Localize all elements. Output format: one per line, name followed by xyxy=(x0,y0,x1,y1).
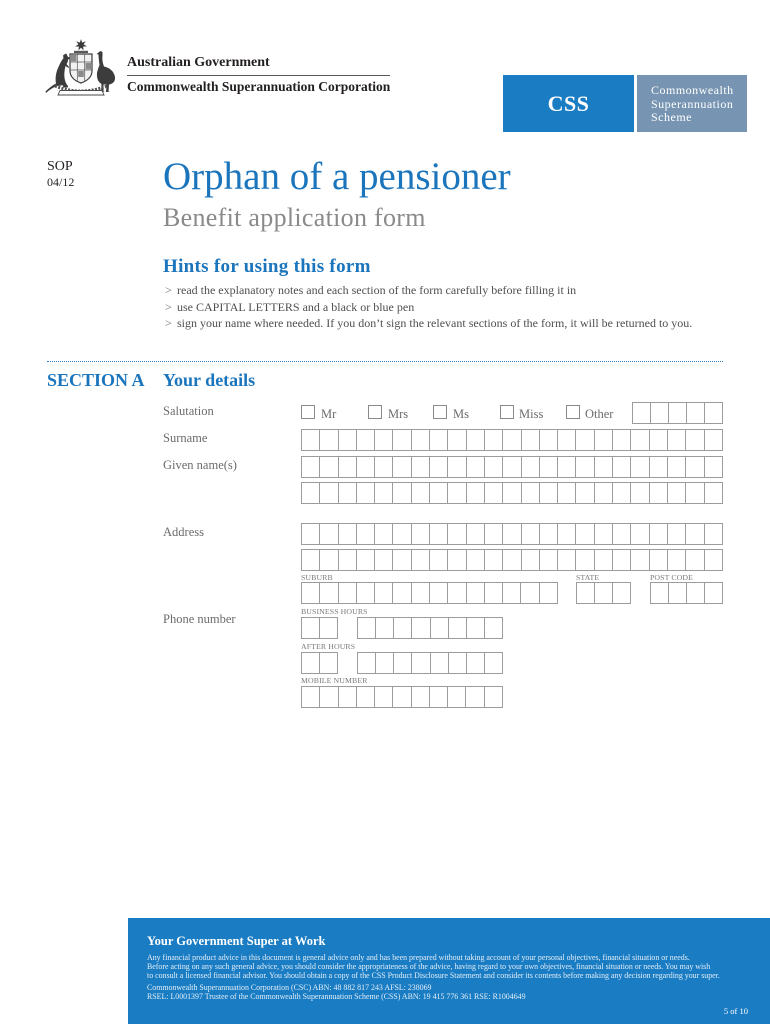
char-box[interactable] xyxy=(448,429,466,451)
char-box[interactable] xyxy=(631,456,649,478)
page-number: 5 of 10 xyxy=(723,1005,748,1016)
footer-disclaimer xyxy=(147,953,720,980)
char-box[interactable] xyxy=(448,482,466,504)
char-box[interactable] xyxy=(320,549,338,571)
char-box[interactable] xyxy=(668,523,686,545)
salutation-checkbox[interactable] xyxy=(301,405,315,419)
char-box[interactable] xyxy=(540,456,558,478)
char-box[interactable] xyxy=(705,456,723,478)
char-box[interactable] xyxy=(613,523,631,545)
char-box[interactable] xyxy=(522,523,540,545)
char-box[interactable] xyxy=(357,549,375,571)
char-box[interactable] xyxy=(449,652,467,674)
char-box[interactable] xyxy=(631,482,649,504)
char-box[interactable] xyxy=(320,523,338,545)
char-box[interactable] xyxy=(576,482,594,504)
char-box[interactable] xyxy=(576,523,594,545)
salutation-checkbox[interactable] xyxy=(433,405,447,419)
char-box[interactable] xyxy=(320,652,338,674)
char-box[interactable] xyxy=(466,686,484,708)
hint-item xyxy=(163,283,723,297)
hint-text: sign your name where needed. If you don’t sign the relevant sections of the form, it will be returned to you. xyxy=(177,316,693,330)
char-box[interactable] xyxy=(467,523,485,545)
char-box[interactable] xyxy=(430,686,448,708)
char-box[interactable] xyxy=(651,582,669,604)
char-box[interactable] xyxy=(595,482,613,504)
char-box[interactable] xyxy=(485,523,503,545)
char-box[interactable] xyxy=(431,617,449,639)
char-box[interactable] xyxy=(412,482,430,504)
char-box[interactable] xyxy=(358,617,376,639)
char-box[interactable] xyxy=(302,617,320,639)
char-box[interactable] xyxy=(522,456,540,478)
char-box[interactable] xyxy=(540,582,558,604)
state-label: STATE xyxy=(576,573,600,582)
char-box[interactable] xyxy=(650,523,668,545)
char-box[interactable] xyxy=(339,582,357,604)
salutation-checkbox[interactable] xyxy=(566,405,580,419)
char-box[interactable] xyxy=(613,456,631,478)
char-box[interactable] xyxy=(376,617,394,639)
char-box[interactable] xyxy=(412,617,430,639)
char-box[interactable] xyxy=(448,523,466,545)
salutation-label: Salutation xyxy=(163,403,214,418)
suburb-field[interactable] xyxy=(301,582,558,604)
salutation-option-label: Ms xyxy=(453,406,469,421)
scheme-name-line: Scheme xyxy=(651,110,692,125)
hint-bullet: > xyxy=(165,316,172,330)
disclaimer-line: Any financial product advice in this document is general advice only and has been prepared without taking account of your personal objectives, financial situation or needs. xyxy=(147,952,690,962)
char-box[interactable] xyxy=(393,582,411,604)
char-box[interactable] xyxy=(650,429,668,451)
char-box[interactable] xyxy=(412,652,430,674)
char-box[interactable] xyxy=(503,523,521,545)
scheme-name-line: Superannuation xyxy=(651,96,734,111)
char-box[interactable] xyxy=(613,549,631,571)
char-box[interactable] xyxy=(705,549,723,571)
char-box[interactable] xyxy=(540,429,558,451)
suburb-label: SUBURB xyxy=(301,573,333,582)
salutation-option-ms[interactable] xyxy=(433,405,493,419)
given-names-field-line-1[interactable] xyxy=(301,456,723,478)
char-box[interactable] xyxy=(412,456,430,478)
char-box[interactable] xyxy=(613,482,631,504)
char-box[interactable] xyxy=(668,429,686,451)
char-box[interactable] xyxy=(669,402,687,424)
given-names-field-line-2[interactable] xyxy=(301,482,723,504)
char-box[interactable] xyxy=(375,582,393,604)
char-box[interactable] xyxy=(430,456,448,478)
business-hours-area-code-field[interactable] xyxy=(301,617,338,639)
address-field-line-1[interactable] xyxy=(301,523,723,545)
char-box[interactable] xyxy=(358,652,376,674)
char-box[interactable] xyxy=(668,549,686,571)
char-box[interactable] xyxy=(633,402,651,424)
char-box[interactable] xyxy=(540,523,558,545)
hint-bullet: > xyxy=(165,299,172,314)
char-box[interactable] xyxy=(302,582,320,604)
char-box[interactable] xyxy=(302,549,320,571)
char-box[interactable] xyxy=(302,686,320,708)
char-box[interactable] xyxy=(467,652,485,674)
char-box[interactable] xyxy=(320,429,338,451)
given-names-label: Given name(s) xyxy=(163,457,237,472)
char-box[interactable] xyxy=(393,456,411,478)
char-box[interactable] xyxy=(686,523,704,545)
char-box[interactable] xyxy=(558,429,576,451)
char-box[interactable] xyxy=(577,582,595,604)
salutation-option-mr[interactable] xyxy=(301,405,361,419)
hints-heading: Hints for using this form xyxy=(163,256,371,278)
char-box[interactable] xyxy=(595,429,613,451)
header-divider xyxy=(127,75,390,76)
surname-field[interactable] xyxy=(301,429,723,451)
char-box[interactable] xyxy=(339,686,357,708)
char-box[interactable] xyxy=(302,652,320,674)
char-box[interactable] xyxy=(430,523,448,545)
form-date: 04/12 xyxy=(47,175,75,189)
char-box[interactable] xyxy=(687,582,705,604)
char-box[interactable] xyxy=(430,482,448,504)
char-box[interactable] xyxy=(431,652,449,674)
corporation-name: Commonwealth Superannuation Corporation xyxy=(127,78,391,94)
char-box[interactable] xyxy=(339,523,357,545)
footer-banner xyxy=(128,918,770,1024)
salutation-checkbox[interactable] xyxy=(500,405,514,419)
char-box[interactable] xyxy=(485,482,503,504)
char-box[interactable] xyxy=(339,549,357,571)
char-box[interactable] xyxy=(595,456,613,478)
surname-label: Surname xyxy=(163,430,208,445)
after-hours-area-code-field[interactable] xyxy=(301,652,338,674)
char-box[interactable] xyxy=(375,429,393,451)
char-box[interactable] xyxy=(705,429,723,451)
address-label: Address xyxy=(163,524,204,539)
char-box[interactable] xyxy=(393,549,411,571)
char-box[interactable] xyxy=(595,549,613,571)
postcode-field[interactable] xyxy=(650,582,723,604)
csc-registration-line: Commonwealth Superannuation Corporation (CSC) ABN: 48 882 817 243 AFSL: 238069 xyxy=(147,983,432,993)
char-box[interactable] xyxy=(339,429,357,451)
state-field[interactable] xyxy=(576,582,631,604)
scheme-name-box xyxy=(637,75,747,132)
page-title: Orphan of a pensioner xyxy=(163,155,511,198)
char-box[interactable] xyxy=(540,482,558,504)
char-box[interactable] xyxy=(613,429,631,451)
char-box[interactable] xyxy=(705,402,723,424)
char-box[interactable] xyxy=(393,686,411,708)
char-box[interactable] xyxy=(467,482,485,504)
char-box[interactable] xyxy=(357,686,375,708)
char-box[interactable] xyxy=(320,482,338,504)
char-box[interactable] xyxy=(412,429,430,451)
char-box[interactable] xyxy=(357,456,375,478)
salutation-option-mrs[interactable] xyxy=(368,405,428,419)
footer-heading: Your Government Super at Work xyxy=(147,933,326,948)
char-box[interactable] xyxy=(686,482,704,504)
char-box[interactable] xyxy=(393,523,411,545)
char-box[interactable] xyxy=(558,549,576,571)
char-box[interactable] xyxy=(467,582,485,604)
char-box[interactable] xyxy=(686,429,704,451)
char-box[interactable] xyxy=(449,617,467,639)
char-box[interactable] xyxy=(375,482,393,504)
char-box[interactable] xyxy=(320,617,338,639)
char-box[interactable] xyxy=(376,652,394,674)
postcode-label: POST CODE xyxy=(650,573,693,582)
government-name: Australian Government xyxy=(127,55,270,71)
hint-text: read the explanatory notes and each section of the form carefully before filling it in xyxy=(177,283,577,297)
char-box[interactable] xyxy=(394,652,412,674)
char-box[interactable] xyxy=(503,582,521,604)
char-box[interactable] xyxy=(686,456,704,478)
disclaimer-line: Before acting on any such general advice, you should consider the appropriateness of the advice, having regard to your own objectives, financial situation or needs. You may wish xyxy=(147,961,711,971)
hint-bullet: > xyxy=(165,283,172,297)
char-box[interactable] xyxy=(412,582,430,604)
section-label: SECTION A xyxy=(47,370,145,390)
char-box[interactable] xyxy=(375,686,393,708)
section-divider xyxy=(47,361,723,362)
char-box[interactable] xyxy=(467,429,485,451)
char-box[interactable] xyxy=(485,582,503,604)
char-box[interactable] xyxy=(467,456,485,478)
char-box[interactable] xyxy=(412,523,430,545)
hint-text: use CAPITAL LETTERS and a black or blue pen xyxy=(177,299,415,314)
char-box[interactable] xyxy=(485,456,503,478)
char-box[interactable] xyxy=(320,686,338,708)
css-badge xyxy=(503,75,634,132)
char-box[interactable] xyxy=(613,582,631,604)
char-box[interactable] xyxy=(448,549,466,571)
char-box[interactable] xyxy=(522,549,540,571)
section-title: Your details xyxy=(163,370,256,390)
char-box[interactable] xyxy=(705,482,723,504)
char-box[interactable] xyxy=(595,523,613,545)
char-box[interactable] xyxy=(448,582,466,604)
char-box[interactable] xyxy=(302,429,320,451)
business-hours-number-field[interactable] xyxy=(357,617,503,639)
form-code: SOP xyxy=(47,159,73,174)
char-box[interactable] xyxy=(339,456,357,478)
salutation-option-label: Other xyxy=(585,406,614,421)
char-box[interactable] xyxy=(669,582,687,604)
char-box[interactable] xyxy=(651,402,669,424)
char-box[interactable] xyxy=(302,456,320,478)
footer-legal xyxy=(147,983,526,1001)
page-subtitle: Benefit application form xyxy=(163,202,426,232)
char-box[interactable] xyxy=(393,429,411,451)
char-box[interactable] xyxy=(485,549,503,571)
salutation-option-other[interactable] xyxy=(566,405,626,419)
char-box[interactable] xyxy=(485,652,503,674)
char-box[interactable] xyxy=(687,402,705,424)
salutation-other-field[interactable] xyxy=(632,402,723,424)
char-box[interactable] xyxy=(357,582,375,604)
char-box[interactable] xyxy=(485,429,503,451)
char-box[interactable] xyxy=(430,582,448,604)
after-hours-number-field[interactable] xyxy=(357,652,503,674)
char-box[interactable] xyxy=(302,523,320,545)
mobile-number-label: MOBILE NUMBER xyxy=(301,676,368,685)
after-hours-label: AFTER HOURS xyxy=(301,642,356,651)
char-box[interactable] xyxy=(650,482,668,504)
char-box[interactable] xyxy=(467,549,485,571)
business-hours-label: BUSINESS HOURS xyxy=(301,607,368,616)
char-box[interactable] xyxy=(650,456,668,478)
address-field-line-2[interactable] xyxy=(301,549,723,571)
char-box[interactable] xyxy=(540,549,558,571)
char-box[interactable] xyxy=(522,482,540,504)
char-box[interactable] xyxy=(485,686,503,708)
char-box[interactable] xyxy=(503,482,521,504)
char-box[interactable] xyxy=(522,429,540,451)
char-box[interactable] xyxy=(686,549,704,571)
char-box[interactable] xyxy=(412,686,430,708)
char-box[interactable] xyxy=(705,523,723,545)
char-box[interactable] xyxy=(558,523,576,545)
char-box[interactable] xyxy=(503,429,521,451)
char-box[interactable] xyxy=(448,686,466,708)
disclaimer-line: to consult a licensed financial advisor. You should obtain a copy of the CSS Product Disclosure Statement and consider its contents before making any decision regarding your super. xyxy=(147,970,720,980)
salutation-option-miss[interactable] xyxy=(500,405,560,419)
char-box[interactable] xyxy=(631,523,649,545)
char-box[interactable] xyxy=(503,456,521,478)
char-box[interactable] xyxy=(650,549,668,571)
char-box[interactable] xyxy=(430,549,448,571)
salutation-option-label: Miss xyxy=(519,406,544,421)
char-box[interactable] xyxy=(375,456,393,478)
char-box[interactable] xyxy=(631,549,649,571)
char-box[interactable] xyxy=(412,549,430,571)
char-box[interactable] xyxy=(320,582,338,604)
char-box[interactable] xyxy=(375,549,393,571)
char-box[interactable] xyxy=(393,482,411,504)
char-box[interactable] xyxy=(521,582,539,604)
scheme-name-line: Commonwealth xyxy=(651,83,734,98)
rsel-registration-line: RSEL: L0001397 Trustee of the Commonwealth Superannuation Scheme (CSS) ABN: 19 415 776 361 RSE: R1004649 xyxy=(147,992,526,1002)
char-box[interactable] xyxy=(705,582,723,604)
char-box[interactable] xyxy=(320,456,338,478)
salutation-option-label: Mrs xyxy=(388,406,409,421)
char-box[interactable] xyxy=(467,617,485,639)
char-box[interactable] xyxy=(430,429,448,451)
hint-item xyxy=(163,316,723,330)
hints-list xyxy=(163,283,723,333)
hint-item xyxy=(163,300,723,314)
salutation-option-label: Mr xyxy=(321,406,337,421)
css-badge-label: CSS xyxy=(547,90,590,116)
char-box[interactable] xyxy=(668,482,686,504)
char-box[interactable] xyxy=(595,582,613,604)
char-box[interactable] xyxy=(668,456,686,478)
char-box[interactable] xyxy=(357,482,375,504)
char-box[interactable] xyxy=(576,429,594,451)
char-box[interactable] xyxy=(485,617,503,639)
char-box[interactable] xyxy=(302,482,320,504)
char-box[interactable] xyxy=(357,429,375,451)
char-box[interactable] xyxy=(357,523,375,545)
char-box[interactable] xyxy=(576,456,594,478)
char-box[interactable] xyxy=(576,549,594,571)
char-box[interactable] xyxy=(503,549,521,571)
char-box[interactable] xyxy=(558,456,576,478)
char-box[interactable] xyxy=(558,482,576,504)
char-box[interactable] xyxy=(339,482,357,504)
phone-number-label: Phone number xyxy=(163,611,236,626)
char-box[interactable] xyxy=(394,617,412,639)
australian-coat-of-arms-logo xyxy=(43,38,119,96)
char-box[interactable] xyxy=(375,523,393,545)
salutation-checkbox[interactable] xyxy=(368,405,382,419)
char-box[interactable] xyxy=(448,456,466,478)
mobile-number-field[interactable] xyxy=(301,686,503,708)
char-box[interactable] xyxy=(631,429,649,451)
